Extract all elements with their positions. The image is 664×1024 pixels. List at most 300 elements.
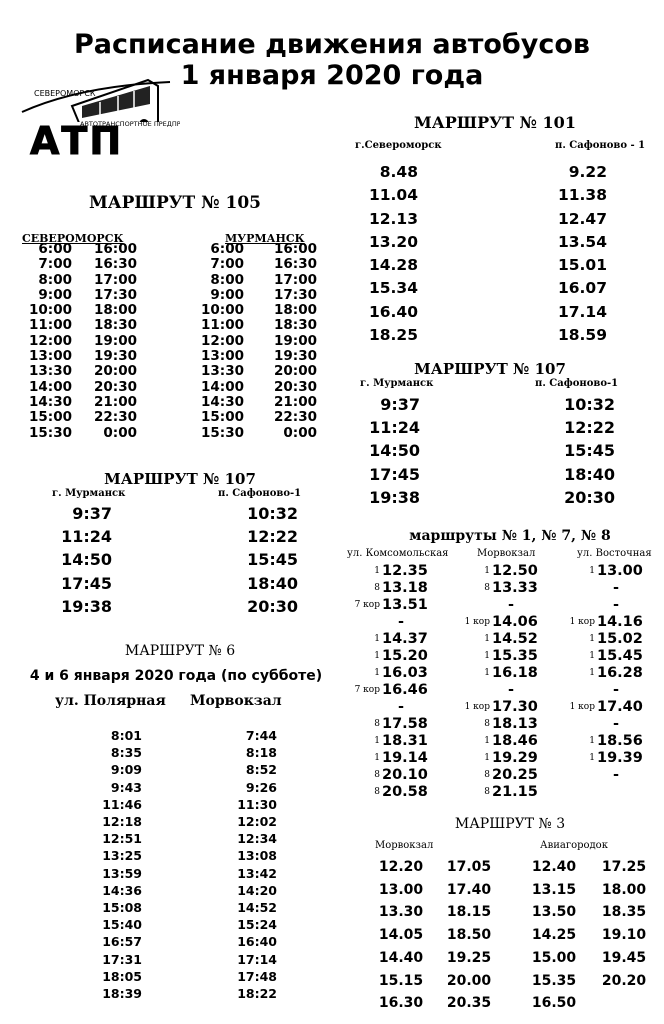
time-cell: 16:57	[102, 934, 142, 950]
time-cell: 13.20	[368, 232, 418, 251]
route-label: 1	[589, 566, 595, 576]
departure-time: 12.35	[382, 563, 428, 579]
route-label: 1 кор	[569, 702, 595, 712]
time-cell: 19:38	[61, 596, 112, 616]
route-label: 8	[484, 770, 490, 780]
schedule-row	[340, 665, 450, 682]
time-cell: 12.13	[368, 209, 418, 228]
route-3-morvokzal-times-2	[440, 856, 498, 1015]
schedule-row	[555, 682, 664, 699]
time-cell: 17.14	[557, 302, 607, 321]
routes-1-7-8-stop-komsomolskaya: ул. Комсомольская	[347, 548, 449, 559]
route-label: 1	[374, 753, 380, 763]
time-cell: 19:00	[94, 332, 137, 349]
time-cell: 12:51	[102, 831, 142, 847]
time-cell: 20:00	[94, 363, 137, 380]
time-cell: 6:00	[210, 241, 244, 257]
route-105-murmansk-evening	[262, 242, 317, 441]
time-cell: 8:35	[110, 745, 142, 761]
route-3-stop-morvokzal: Морвокзал	[375, 840, 434, 851]
route-105-title: МАРШРУТ № 105	[88, 193, 262, 213]
schedule-row	[450, 733, 560, 750]
departure-time: 17.40	[597, 699, 643, 715]
time-cell: 9:26	[245, 779, 277, 795]
time-cell: 15.35	[531, 972, 577, 989]
time-cell: 0:00	[283, 424, 317, 441]
route-6-times-morvokzal	[225, 727, 277, 1002]
time-cell: 13:25	[102, 848, 142, 864]
route-label: 8	[374, 787, 380, 797]
time-cell: 14:00	[201, 378, 244, 395]
departure-time: 14.16	[597, 614, 643, 630]
time-cell: 15:45	[564, 441, 615, 461]
time-cell: 12:22	[247, 527, 298, 547]
time-cell: 16.50	[531, 995, 577, 1012]
time-cell: 8:00	[210, 271, 244, 288]
route-101-stop-severomorsk: г.Североморск	[355, 140, 442, 151]
time-cell: 15.15	[378, 972, 424, 989]
schedule-row	[340, 563, 450, 580]
time-cell: 9.22	[568, 163, 607, 181]
time-cell: 12.47	[557, 209, 607, 228]
time-cell: 16:00	[274, 241, 317, 257]
time-cell: 8.48	[379, 163, 418, 181]
route-6-date-note: 4 и 6 января 2020 года (по субботе)	[29, 668, 323, 684]
route-105-stop-murmansk: МУРМАНСК	[225, 232, 305, 245]
time-cell: 13.00	[378, 881, 424, 898]
time-cell: 13:00	[201, 348, 244, 365]
route-label: 1	[589, 753, 595, 763]
departure-time: 15.35	[492, 648, 538, 664]
time-cell: 17:30	[94, 286, 137, 303]
schedule-row	[450, 648, 560, 665]
time-cell: 20:30	[564, 487, 615, 507]
time-cell: 18.25	[368, 326, 418, 345]
departure-time: 16.46	[382, 682, 428, 698]
schedule-row	[555, 631, 664, 648]
time-cell: 0:00	[103, 424, 137, 441]
time-cell: 14:50	[369, 441, 420, 461]
route-label: 1	[484, 566, 490, 576]
departure-time: -	[398, 614, 405, 630]
departure-time: 16.28	[597, 665, 643, 681]
time-cell: 7:44	[245, 728, 277, 743]
routes-1-7-8-col-vostochnaya	[555, 563, 664, 784]
time-cell: 15:40	[102, 917, 142, 933]
time-cell: 22:30	[94, 409, 137, 426]
route-3-aviagorodok-times-1	[525, 856, 583, 1015]
time-cell: 14.28	[368, 256, 418, 275]
route-label: 8	[484, 719, 490, 729]
routes-1-7-8-title: маршруты № 1, № 7, № 8	[409, 528, 611, 544]
time-cell: 17:48	[237, 968, 277, 984]
departure-time: 13.18	[382, 580, 428, 596]
time-cell: 9:37	[380, 395, 420, 414]
schedule-row	[555, 614, 664, 631]
time-cell: 14:00	[29, 378, 72, 395]
route-101-times-severomorsk	[350, 161, 418, 347]
route-107-right-times-safonovo	[540, 393, 615, 509]
schedule-row	[340, 716, 450, 733]
route-6-title: МАРШРУТ № 6	[124, 643, 236, 659]
time-cell: 17.40	[446, 881, 492, 898]
time-cell: 10:00	[29, 302, 72, 319]
time-cell: 20:00	[274, 363, 317, 380]
time-cell: 12:22	[564, 418, 615, 438]
route-label: 1	[374, 651, 380, 661]
departure-time: 14.37	[382, 631, 428, 647]
route-label: 1	[484, 651, 490, 661]
time-cell: 8:18	[245, 745, 277, 761]
time-cell: 18.50	[446, 927, 492, 944]
time-cell: 15:24	[237, 917, 277, 933]
time-cell: 14.05	[378, 927, 424, 944]
time-cell: 15.00	[531, 949, 577, 966]
schedule-row	[450, 767, 560, 784]
time-cell: 14:50	[61, 550, 112, 570]
time-cell: 17:00	[274, 271, 317, 288]
route-label: 1	[374, 634, 380, 644]
time-cell: 18.00	[601, 881, 647, 898]
time-cell: 13:42	[237, 865, 277, 881]
time-cell: 11:24	[61, 527, 112, 547]
time-cell: 7:00	[38, 256, 72, 273]
departure-time: 12.50	[492, 563, 538, 579]
time-cell: 16.40	[368, 302, 418, 321]
page-title: Расписание движения автобусов	[74, 29, 590, 60]
departure-time: 17.58	[382, 716, 428, 732]
departure-time: -	[613, 682, 620, 698]
schedule-row	[450, 614, 560, 631]
time-cell: 18:30	[94, 317, 137, 334]
time-cell: 19.25	[446, 949, 492, 966]
schedule-row	[450, 716, 560, 733]
schedule-row	[340, 631, 450, 648]
route-107-left-stop-murmansk: г. Мурманск	[52, 488, 126, 499]
time-cell: 12:34	[237, 831, 277, 847]
time-cell: 15:00	[29, 409, 72, 426]
time-cell: 20:30	[247, 596, 298, 616]
time-cell: 19:38	[369, 487, 420, 507]
route-label: 1	[589, 634, 595, 644]
time-cell: 7:00	[210, 256, 244, 273]
time-cell: 8:01	[110, 728, 142, 743]
time-cell: 22:30	[274, 409, 317, 426]
time-cell: 15:00	[201, 409, 244, 426]
time-cell: 9:00	[210, 286, 244, 303]
route-label: 1	[374, 736, 380, 746]
schedule-row	[450, 563, 560, 580]
route-3-morvokzal-times-1	[372, 856, 430, 1015]
schedule-row	[555, 767, 664, 784]
time-cell: 11:46	[102, 796, 142, 812]
departure-time: 13.33	[492, 580, 538, 596]
schedule-row	[340, 699, 450, 716]
time-cell: 18:00	[94, 302, 137, 319]
schedule-row	[450, 597, 560, 614]
schedule-row	[450, 784, 560, 801]
time-cell: 9:09	[110, 762, 142, 778]
time-cell: 12.20	[378, 859, 424, 875]
time-cell: 13:08	[237, 848, 277, 864]
time-cell: 10:00	[201, 302, 244, 319]
route-label: 8	[484, 787, 490, 797]
schedule-row	[450, 580, 560, 597]
time-cell: 13:30	[201, 363, 244, 380]
route-label: 1	[374, 668, 380, 678]
time-cell: 13.30	[378, 904, 424, 921]
time-cell: 15:45	[247, 550, 298, 570]
departure-time: -	[613, 716, 620, 732]
time-cell: 18.15	[446, 904, 492, 921]
page-subtitle-date: 1 января 2020 года	[180, 60, 484, 91]
schedule-row	[555, 733, 664, 750]
route-101-title: МАРШРУТ № 101	[414, 113, 576, 132]
route-105-murmansk-morning	[192, 242, 244, 441]
route-3-title: МАРШРУТ № 3	[454, 816, 566, 832]
time-cell: 20:30	[94, 378, 137, 395]
route-label: 1	[589, 668, 595, 678]
route-label: 1	[484, 668, 490, 678]
time-cell: 16.30	[378, 995, 424, 1012]
logo-subtitle-text: АВТОТРАНСПОРТНОЕ ПРЕДПР	[80, 120, 180, 128]
time-cell: 6:00	[38, 241, 72, 257]
route-label: 1	[484, 634, 490, 644]
time-cell: 19.10	[601, 927, 647, 944]
schedule-row	[450, 750, 560, 767]
schedule-row	[450, 665, 560, 682]
departure-time: 20.58	[382, 784, 428, 800]
time-cell: 15.34	[368, 279, 418, 298]
time-cell: 12:00	[29, 332, 72, 349]
departure-time: -	[613, 580, 620, 596]
route-label: 8	[374, 770, 380, 780]
time-cell: 16:00	[94, 241, 137, 257]
time-cell: 14:30	[29, 393, 72, 410]
departure-time: 18.46	[492, 733, 538, 749]
route-107-right-stop-safonovo: п. Сафоново-1	[535, 378, 619, 389]
route-107-right-stop-murmansk: г. Мурманск	[360, 378, 434, 389]
departure-time: 15.02	[597, 631, 643, 647]
departure-time: 18.31	[382, 733, 428, 749]
departure-time: 19.14	[382, 750, 428, 766]
schedule-row	[555, 665, 664, 682]
time-cell: 19:00	[274, 332, 317, 349]
route-label: 1	[589, 651, 595, 661]
time-cell: 8:00	[38, 271, 72, 288]
time-cell: 19:30	[274, 348, 317, 365]
departure-time: 15.20	[382, 648, 428, 664]
schedule-row	[555, 580, 664, 597]
time-cell: 17:14	[237, 951, 277, 967]
route-label: 8	[484, 583, 490, 593]
departure-time: 14.06	[492, 614, 538, 630]
time-cell: 18.59	[557, 326, 607, 345]
departure-time: 21.15	[492, 784, 538, 800]
time-cell: 16:40	[237, 934, 277, 950]
routes-1-7-8-col-morvokzal	[450, 563, 560, 801]
route-105-severomorsk-morning	[20, 242, 72, 441]
routes-1-7-8-stop-morvokzal: Морвокзал	[477, 548, 536, 559]
departure-time: 18.56	[597, 733, 643, 749]
time-cell: 20:30	[274, 378, 317, 395]
departure-time: 14.52	[492, 631, 538, 647]
time-cell: 16:30	[274, 256, 317, 273]
route-107-left-times-safonovo	[220, 502, 298, 618]
departure-time: 20.25	[492, 767, 538, 783]
route-label: 1 кор	[569, 617, 595, 627]
schedule-row	[555, 716, 664, 733]
time-cell: 10:32	[564, 395, 615, 414]
route-107-left-title: МАРШРУТ № 107	[104, 470, 256, 488]
departure-time: -	[508, 682, 515, 698]
time-cell: 15:30	[201, 424, 244, 441]
time-cell: 13.15	[531, 881, 577, 898]
time-cell: 8:52	[245, 762, 277, 778]
schedule-row	[555, 648, 664, 665]
schedule-row	[340, 733, 450, 750]
time-cell: 14:36	[102, 882, 142, 898]
time-cell: 11:24	[369, 418, 420, 438]
route-3-aviagorodok-times-2	[595, 856, 653, 992]
departure-time: 13.51	[382, 597, 428, 613]
route-label: 7 кор	[354, 685, 380, 695]
time-cell: 17.05	[446, 859, 492, 875]
time-cell: 15.01	[557, 256, 607, 275]
route-label: 1 кор	[464, 702, 490, 712]
time-cell: 21:00	[274, 393, 317, 410]
time-cell: 13:59	[102, 865, 142, 881]
time-cell: 14.40	[378, 949, 424, 966]
time-cell: 20.35	[446, 995, 492, 1012]
departure-time: 15.45	[597, 648, 643, 664]
schedule-row	[450, 699, 560, 716]
schedule-row	[340, 580, 450, 597]
route-6-stop-morvokzal: Морвокзал	[190, 693, 282, 709]
time-cell: 13:30	[29, 363, 72, 380]
route-107-left-times-murmansk	[40, 502, 112, 618]
time-cell: 21:00	[94, 393, 137, 410]
time-cell: 18.35	[601, 904, 647, 921]
time-cell: 13.50	[531, 904, 577, 921]
departure-time: -	[613, 767, 620, 783]
time-cell: 15:30	[29, 424, 72, 441]
schedule-row	[340, 750, 450, 767]
route-107-right-times-murmansk	[355, 393, 420, 509]
departure-time: 19.39	[597, 750, 643, 766]
time-cell: 11.38	[557, 186, 607, 205]
time-cell: 19:30	[94, 348, 137, 365]
departure-time: 13.00	[597, 563, 643, 579]
time-cell: 9:37	[72, 504, 112, 523]
time-cell: 11:00	[29, 317, 72, 334]
time-cell: 18:40	[564, 464, 615, 484]
time-cell: 18:00	[274, 302, 317, 319]
time-cell: 11:30	[237, 796, 277, 812]
time-cell: 14:20	[237, 882, 277, 898]
departure-time: 16.18	[492, 665, 538, 681]
time-cell: 18:05	[102, 968, 142, 984]
route-107-right-title: МАРШРУТ № 107	[414, 360, 566, 378]
departure-time: 18.13	[492, 716, 538, 732]
schedule-row	[450, 682, 560, 699]
time-cell: 11:00	[201, 317, 244, 334]
schedule-row	[340, 682, 450, 699]
schedule-row	[340, 648, 450, 665]
time-cell: 19.45	[601, 949, 647, 966]
time-cell: 11.04	[368, 186, 418, 205]
departure-time: -	[398, 699, 405, 715]
routes-1-7-8-col-komsomolskaya	[340, 563, 450, 801]
schedule-row	[340, 597, 450, 614]
time-cell: 10:32	[247, 504, 298, 523]
schedule-row	[555, 563, 664, 580]
logo-letters-text: АТП	[30, 119, 124, 158]
route-label: 1	[484, 753, 490, 763]
route-107-left-stop-safonovo: п. Сафоново-1	[218, 488, 302, 499]
time-cell: 18:39	[102, 986, 142, 1002]
time-cell: 13.54	[557, 232, 607, 251]
time-cell: 14:52	[237, 900, 277, 916]
route-105-stop-severomorsk: СЕВЕРОМОРСК	[22, 232, 124, 245]
route-6-times-polyarnaya	[90, 727, 142, 1002]
time-cell: 12:00	[201, 332, 244, 349]
time-cell: 17:31	[102, 951, 142, 967]
time-cell: 14.25	[531, 927, 577, 944]
time-cell: 20.20	[601, 972, 647, 989]
time-cell: 16:30	[94, 256, 137, 273]
schedule-row	[340, 784, 450, 801]
route-101-times-safonovo	[545, 161, 607, 347]
route-label: 7 кор	[354, 600, 380, 610]
departure-time: -	[613, 597, 620, 613]
route-105-severomorsk-evening	[85, 242, 137, 441]
route-label: 1 кор	[464, 617, 490, 627]
departure-time: 19.29	[492, 750, 538, 766]
route-3-stop-aviagorodok: Авиагородок	[540, 840, 608, 851]
time-cell: 12.40	[531, 859, 577, 875]
route-label: 1	[484, 736, 490, 746]
schedule-row	[555, 597, 664, 614]
time-cell: 14:30	[201, 393, 244, 410]
route-6-stop-polyarnaya: ул. Полярная	[55, 693, 166, 709]
time-cell: 17:45	[61, 573, 112, 593]
route-label: 1	[589, 736, 595, 746]
time-cell: 12:18	[102, 814, 142, 830]
time-cell: 15:08	[102, 900, 142, 916]
departure-time: 17.30	[492, 699, 538, 715]
departure-time: 16.03	[382, 665, 428, 681]
route-label: 1	[374, 566, 380, 576]
time-cell: 18:30	[274, 317, 317, 334]
logo-city-text: СЕВЕРОМОРСК	[34, 89, 96, 98]
time-cell: 13:00	[29, 348, 72, 365]
time-cell: 18:40	[247, 573, 298, 593]
atp-logo	[20, 78, 180, 158]
schedule-row	[555, 699, 664, 716]
atp-logo-graphic	[20, 78, 180, 158]
schedule-row	[340, 767, 450, 784]
departure-time: 20.10	[382, 767, 428, 783]
departure-time: -	[508, 597, 515, 613]
time-cell: 18:22	[237, 986, 277, 1002]
route-label: 8	[374, 719, 380, 729]
routes-1-7-8-stop-vostochnaya: ул. Восточная	[577, 548, 652, 559]
route-label: 8	[374, 583, 380, 593]
time-cell: 17.25	[601, 859, 647, 875]
time-cell: 20.00	[446, 972, 492, 989]
time-cell: 9:00	[38, 286, 72, 303]
